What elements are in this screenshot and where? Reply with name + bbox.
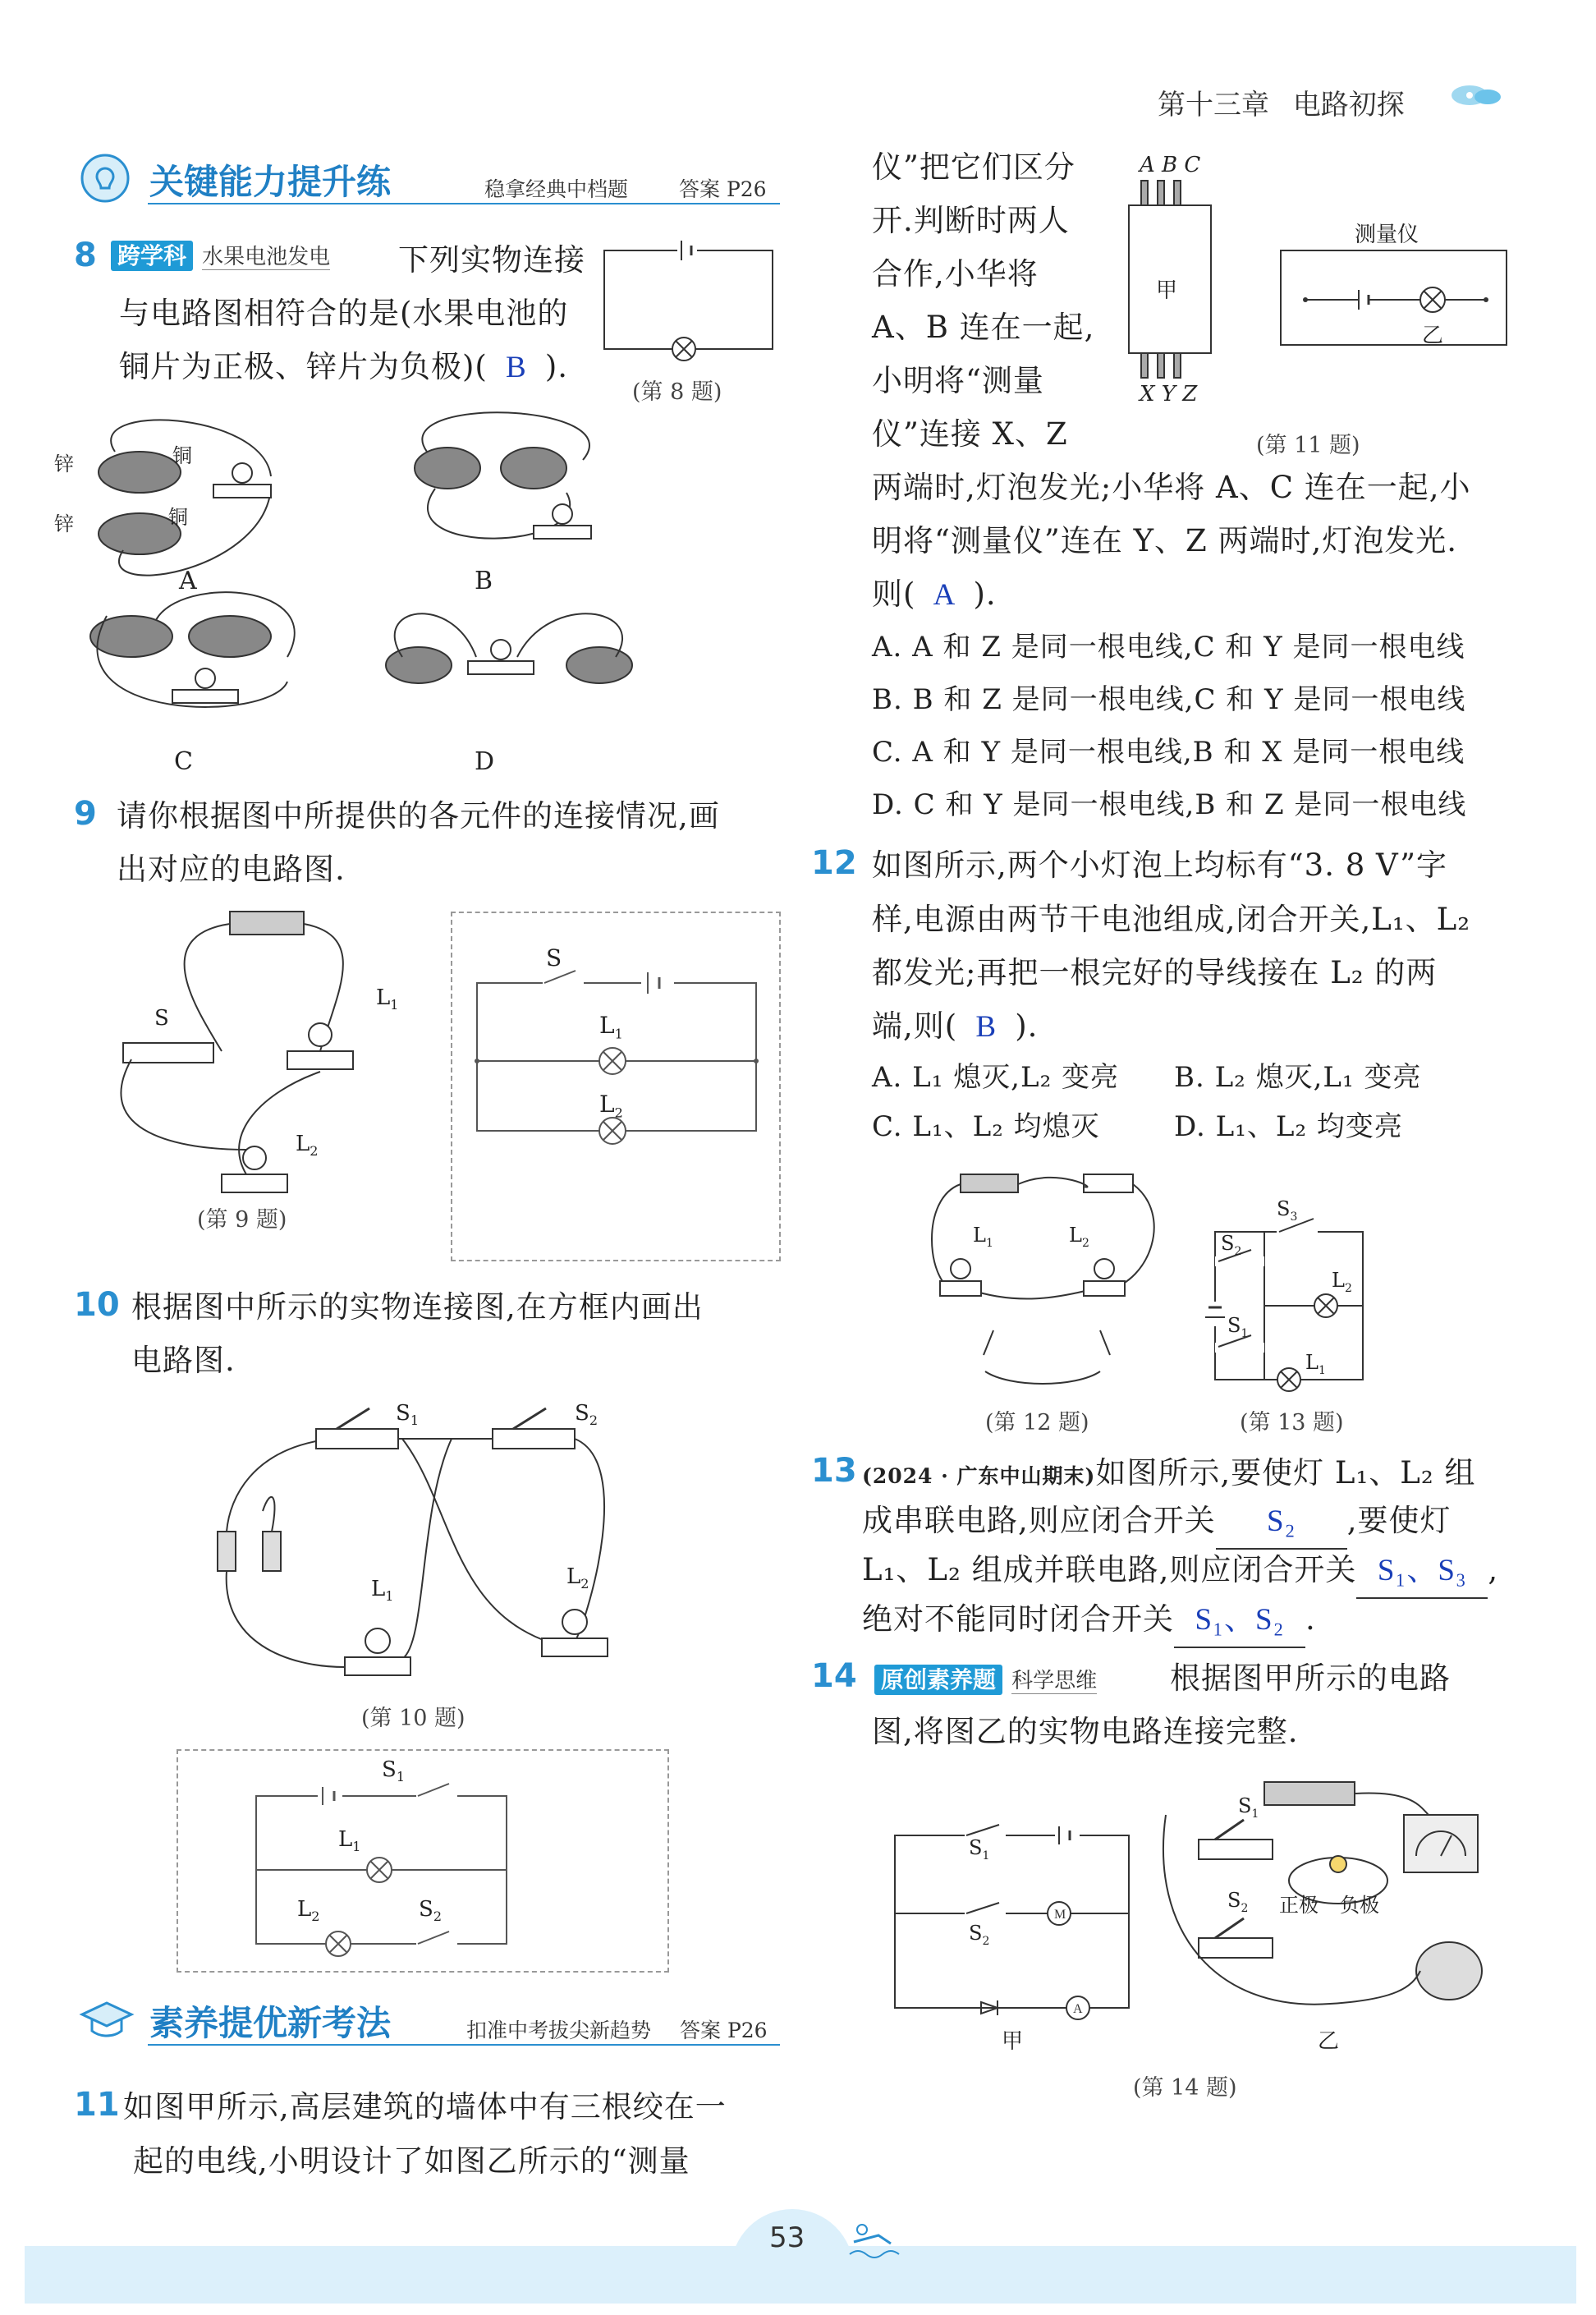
switch-label-s2: $S_2$ (969, 1922, 990, 1948)
zinc-label: 锌 (54, 452, 74, 475)
question-text: 仪”把它们区分 (872, 149, 1075, 185)
switch-label-s2: $S_2$ (1227, 1889, 1249, 1915)
svg-text:M: M (1054, 1908, 1066, 1922)
switch-label: S (154, 1006, 169, 1031)
chapter-number: 第十三章 (1158, 89, 1269, 122)
q14-circuit-diagram-jia (891, 1823, 1137, 2028)
question-number: 9 (74, 795, 97, 833)
figure-caption: (第 14 题) (1133, 2075, 1237, 2101)
chapter-title: 电路初探 (1292, 89, 1405, 122)
question-tags (111, 238, 330, 271)
answer-blank-2: S₁、S₃ (1356, 1545, 1488, 1599)
q8-circuit-diagram (599, 234, 780, 365)
switch-label-s1: $S_1$ (396, 1401, 419, 1429)
switch-label-s2: $S_2$ (1221, 1232, 1242, 1258)
figure-caption: (第 12 题) (985, 1410, 1089, 1435)
lamp-label-l2: $L_2$ (297, 1897, 320, 1925)
question-tags (874, 1662, 1097, 1695)
q9-answer-circuit (452, 913, 779, 1260)
lamp-label-l2: $L_2$ (1332, 1269, 1352, 1295)
question-source: (2024 · 广东中山期末) (862, 1464, 1096, 1488)
q9-answer-box (451, 912, 781, 1261)
question-text: 如图甲所示,高层建筑的墙体中有三根绞在一 (123, 2089, 727, 2124)
figure-caption: (第 13 题) (1240, 1410, 1344, 1435)
figure-caption: (第 10 题) (361, 1706, 466, 1731)
switch-label-s1: $S_1$ (1238, 1794, 1259, 1821)
question-text-part: . (1305, 1601, 1316, 1637)
question-text: 仪”连接 X、Z (872, 416, 1068, 452)
lamp-label-l2: $L_2$ (1069, 1224, 1089, 1250)
switch-label-s1: $S_1$ (969, 1836, 990, 1863)
question-text: 合作,小华将 (872, 256, 1039, 292)
q10-answer-circuit (178, 1751, 667, 1971)
question-text (872, 1000, 1038, 1054)
zinc-label: 锌 (54, 512, 74, 535)
question-text: 样,电源由两节干电池组成,闭合开关,L₁、L₂ (872, 902, 1471, 937)
switch-label-s3: $S_3$ (1277, 1197, 1298, 1224)
figure-caption: (第 8 题) (632, 379, 722, 405)
chapter-header (1158, 82, 1405, 122)
section-subtitle: 扣准中考拔尖新趋势 (466, 2019, 652, 2042)
question-text: A、B 连在一起, (872, 310, 1095, 345)
question-text (862, 1544, 1498, 1599)
question-text: 开.判断时两人 (872, 203, 1070, 238)
wall-label-jia: 甲 (1156, 278, 1178, 303)
tag-cross-subject: 跨学科 (111, 241, 193, 271)
figure-caption: (第 9 题) (197, 1207, 287, 1233)
section-title: 素养提优新考法 (149, 2003, 392, 2043)
lamp-label-l1: $L_1$ (599, 1012, 623, 1042)
question-text: 明将“测量仪”连在 Y、Z 两端时,灯泡发光. (872, 523, 1458, 558)
question-text (862, 1495, 1452, 1550)
question-text: 两端时,灯泡发光;小华将 A、C 连在一起,小 (872, 470, 1471, 505)
answer: A (933, 578, 956, 612)
switch-label-s2: $S_2$ (419, 1897, 442, 1925)
section-underline (148, 203, 780, 204)
question-text-part: , (1488, 1552, 1499, 1587)
option-label: B (475, 567, 493, 595)
tag-topic: 水果电池发电 (202, 245, 331, 269)
lamp-label-l1: $L_1$ (973, 1224, 993, 1250)
question-text: 与电路图相符合的是(水果电池的 (119, 296, 569, 331)
question-text: 起的电线,小明设计了如图乙所示的“测量 (133, 2143, 690, 2179)
question-number: 10 (74, 1286, 120, 1324)
lamp-label-l2: $L_2$ (566, 1564, 589, 1592)
lamp-label-l1: $L_1$ (338, 1827, 361, 1855)
question-text: 出对应的电路图. (117, 852, 346, 887)
lamp-label-l2: $L_2$ (296, 1132, 319, 1160)
page-number: 53 (769, 2221, 805, 2254)
question-text (862, 1593, 1316, 1648)
question-number: 8 (74, 237, 97, 274)
question-number: 14 (811, 1657, 857, 1695)
question-text: 如图所示,两个小灯泡上均标有“3. 8 V”字 (872, 847, 1448, 883)
question-text-part: 端,则( (872, 1008, 958, 1044)
option-b: B. L₂ 熄灭,L₁ 变亮 (1174, 1061, 1422, 1094)
section-title: 关键能力提升练 (149, 162, 392, 202)
tag-original: 原创素养题 (874, 1665, 1002, 1695)
question-number: 12 (811, 844, 857, 882)
question-text (119, 341, 568, 394)
option-d: D. L₁、L₂ 均变亮 (1174, 1110, 1403, 1143)
question-text-part: ,要使灯 (1346, 1503, 1452, 1538)
option-label: C (174, 747, 193, 776)
tag-topic: 科学思维 (1011, 1669, 1098, 1693)
question-text: 都发光;再把一根完好的导线接在 L₂ 的两 (872, 955, 1438, 990)
section-header-key-ability (74, 152, 780, 209)
wire-top-labels: A B C (1140, 153, 1201, 177)
section-header-new-exam (74, 1991, 780, 2049)
question-text-part: ). (973, 576, 997, 612)
option-c: C. L₁、L₂ 均熄灭 (872, 1110, 1100, 1143)
q10-answer-box (177, 1749, 669, 1973)
lamp-label-l1: $L_1$ (371, 1577, 394, 1605)
figure-label-yi: 乙 (1318, 2029, 1340, 2054)
question-text-part: 如图所示,要使灯 L₁、L₂ 组 (1095, 1455, 1476, 1491)
lightbulb-icon (74, 152, 140, 209)
meter-label-yi: 乙 (1422, 324, 1444, 348)
lamp-label-l1: $L_1$ (1305, 1351, 1326, 1377)
option-a: A. A 和 Z 是同一根电线,C 和 Y 是同一根电线 (872, 631, 1465, 664)
q10-physical-circuit (205, 1396, 665, 1700)
question-text-part: 绝对不能同时闭合开关 (862, 1601, 1174, 1637)
lamp-label-l1: $L_1$ (376, 985, 399, 1013)
switch-label-s2: $S_2$ (575, 1401, 598, 1429)
question-text: 根据图中所示的实物连接图,在方框内画出 (131, 1289, 704, 1325)
question-text: 下列实物连接 (398, 242, 585, 278)
option-d: D. C 和 Y 是同一根电线,B 和 Z 是同一根电线 (872, 788, 1467, 821)
q9-physical-circuit (99, 903, 345, 1207)
swimmer-icon (846, 2217, 903, 2267)
answer-blank-1: S₂ (1216, 1495, 1347, 1550)
question-text: 请你根据图中所提供的各元件的连接情况,画 (117, 798, 720, 834)
question-number: 13 (811, 1452, 857, 1490)
figure-label-jia: 甲 (1002, 2029, 1024, 2054)
led-negative-label: 负极 (1340, 1894, 1379, 1917)
question-text-part: L₁、L₂ 组成并联电路,则应闭合开关 (862, 1552, 1357, 1587)
question-text: 电路图. (131, 1343, 236, 1378)
wire-bottom-labels: X Y Z (1140, 382, 1198, 407)
question-text: 根据图甲所示的电路 (1170, 1660, 1451, 1696)
question-text: 小明将“测量 (872, 363, 1044, 398)
question-text-part: 则( (872, 576, 916, 612)
graduation-cap-icon (74, 1991, 140, 2049)
option-c: C. A 和 Y 是同一根电线,B 和 X 是同一根电线 (872, 736, 1465, 769)
question-text-part: 成串联电路,则应闭合开关 (862, 1503, 1216, 1538)
option-a: A. L₁ 熄灭,L₂ 变亮 (872, 1061, 1120, 1094)
meter-label: 测量仪 (1355, 223, 1419, 247)
question-text-part: ). (1015, 1008, 1039, 1044)
lamp-label-l2: $L_2$ (599, 1091, 623, 1121)
svg-text:A: A (1073, 2002, 1083, 2016)
answer: B (975, 1010, 998, 1044)
section-underline (148, 2044, 780, 2046)
header-decoration-icon (1445, 79, 1511, 112)
option-b: B. B 和 Z 是同一根电线,C 和 Y 是同一根电线 (872, 683, 1466, 716)
switch-label-s1: $S_1$ (382, 1757, 405, 1785)
question-text: 图,将图乙的实物电路连接完整. (872, 1714, 1299, 1749)
question-number: 11 (74, 2086, 120, 2124)
copper-label: 铜 (172, 444, 192, 467)
led-positive-label: 正极 (1279, 1894, 1319, 1917)
answer: B (506, 351, 527, 384)
option-label: A (179, 567, 197, 595)
question-text-part: 铜片为正极、锌片为负极)( (119, 349, 488, 384)
switch-label: S (546, 944, 562, 971)
section-subtitle: 稳拿经典中档题 (484, 177, 629, 201)
answer-blank-3: S₁、S₂ (1174, 1594, 1305, 1648)
figure-caption: (第 11 题) (1256, 433, 1360, 458)
switch-label-s1: $S_1$ (1227, 1314, 1249, 1340)
option-label: D (475, 747, 495, 776)
section-answer-ref: 答案 P26 (679, 177, 767, 201)
q12-physical-circuit (936, 1166, 1158, 1396)
question-text (872, 568, 997, 622)
question-text-part: ). (544, 349, 569, 384)
section-answer-ref: 答案 P26 (680, 2019, 768, 2042)
meter-device-figure (1281, 250, 1511, 349)
copper-label: 铜 (168, 506, 188, 529)
